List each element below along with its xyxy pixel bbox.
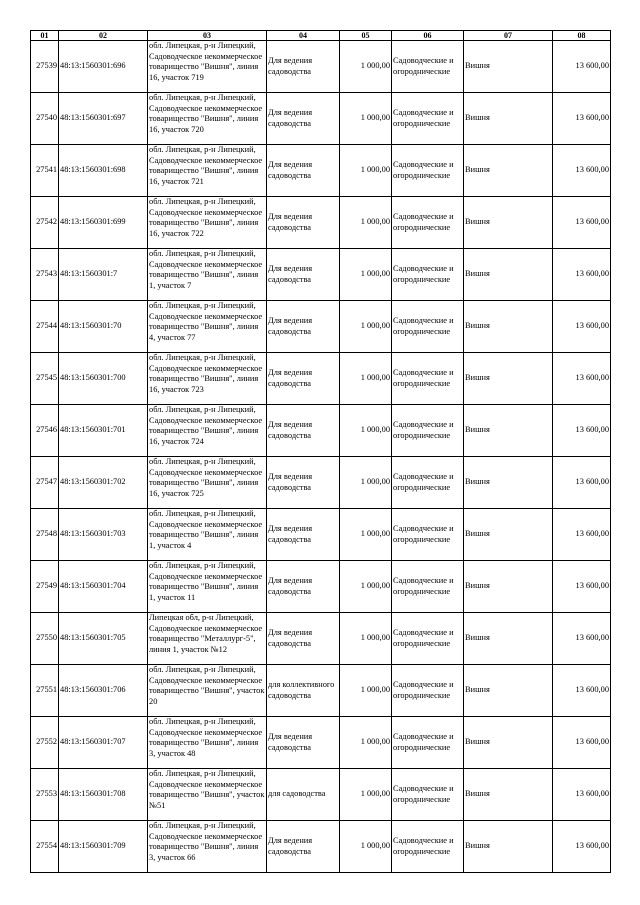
cadastral-number: 48:13:1560301:700 xyxy=(59,353,148,405)
area: 1 000,00 xyxy=(340,665,392,717)
cadastral-table xyxy=(30,30,611,873)
table-row xyxy=(31,561,611,613)
address-text: обл. Липецкая, р-н Липецкий, Садоводческое некоммерческое товарищество "Вишня", линия 16, участок 720 xyxy=(149,93,263,134)
address-text: обл. Липецкая, р-н Липецкий, Садоводческое некоммерческое товарищество "Вишня", линия 1, участок 11 xyxy=(149,561,263,602)
land-category: Садоводческие и огороднические xyxy=(392,613,464,665)
permitted-use: Для ведения садоводства xyxy=(267,613,340,665)
permitted-use: для садоводства xyxy=(267,769,340,821)
row-number: 27547 xyxy=(31,457,59,509)
permitted-use: Для ведения садоводства xyxy=(267,301,340,353)
settlement-name: Вишня xyxy=(464,145,553,197)
address xyxy=(148,613,267,665)
row-number: 27541 xyxy=(31,145,59,197)
cadastral-number: 48:13:1560301:702 xyxy=(59,457,148,509)
land-category: Садоводческие и огороднические xyxy=(392,405,464,457)
column-header: 02 xyxy=(59,31,148,41)
address xyxy=(148,301,267,353)
address-text: обл. Липецкая, р-н Липецкий, Садоводческое некоммерческое товарищество "Вишня", линия 3, участок 48 xyxy=(149,717,263,758)
table-row xyxy=(31,145,611,197)
row-number: 27542 xyxy=(31,197,59,249)
address xyxy=(148,353,267,405)
settlement-name: Вишня xyxy=(464,249,553,301)
land-category: Садоводческие и огороднические xyxy=(392,301,464,353)
land-category: Садоводческие и огороднические xyxy=(392,457,464,509)
row-number: 27544 xyxy=(31,301,59,353)
permitted-use: Для ведения садоводства xyxy=(267,145,340,197)
table-row xyxy=(31,613,611,665)
table-row xyxy=(31,353,611,405)
permitted-use: Для ведения садоводства xyxy=(267,717,340,769)
cadastral-number: 48:13:1560301:709 xyxy=(59,821,148,873)
row-number: 27552 xyxy=(31,717,59,769)
permitted-use: Для ведения садоводства xyxy=(267,353,340,405)
land-category: Садоводческие и огороднические xyxy=(392,41,464,93)
row-number: 27554 xyxy=(31,821,59,873)
row-number: 27553 xyxy=(31,769,59,821)
land-category: Садоводческие и огороднические xyxy=(392,353,464,405)
table-row xyxy=(31,769,611,821)
address xyxy=(148,561,267,613)
settlement-name: Вишня xyxy=(464,93,553,145)
area: 1 000,00 xyxy=(340,457,392,509)
table-row xyxy=(31,93,611,145)
header-row xyxy=(31,31,611,41)
area: 1 000,00 xyxy=(340,41,392,93)
cadastral-number: 48:13:1560301:706 xyxy=(59,665,148,717)
row-number: 27545 xyxy=(31,353,59,405)
address-text: обл. Липецкая, р-н Липецкий, Садоводческое некоммерческое товарищество "Вишня", линия 16, участок 724 xyxy=(149,405,263,446)
cadastral-number: 48:13:1560301:699 xyxy=(59,197,148,249)
area: 1 000,00 xyxy=(340,509,392,561)
settlement-name: Вишня xyxy=(464,405,553,457)
address-text: обл. Липецкая, р-н Липецкий, Садоводческое некоммерческое товарищество "Вишня", линия 1, участок 7 xyxy=(149,249,263,290)
land-category: Садоводческие и огороднические xyxy=(392,93,464,145)
address xyxy=(148,717,267,769)
cadastral-value: 13 600,00 xyxy=(553,821,611,873)
address-text: обл. Липецкая, р-н Липецкий, Садоводческое некоммерческое товарищество "Вишня", линия 16, участок 725 xyxy=(149,457,263,498)
address xyxy=(148,821,267,873)
row-number: 27546 xyxy=(31,405,59,457)
cadastral-value: 13 600,00 xyxy=(553,41,611,93)
area: 1 000,00 xyxy=(340,821,392,873)
table-row xyxy=(31,717,611,769)
row-number: 27548 xyxy=(31,509,59,561)
permitted-use: Для ведения садоводства xyxy=(267,561,340,613)
cadastral-value: 13 600,00 xyxy=(553,509,611,561)
address xyxy=(148,93,267,145)
column-header: 07 xyxy=(464,31,553,41)
table-row xyxy=(31,301,611,353)
row-number: 27539 xyxy=(31,41,59,93)
settlement-name: Вишня xyxy=(464,301,553,353)
column-header: 08 xyxy=(553,31,611,41)
cadastral-value: 13 600,00 xyxy=(553,353,611,405)
land-category: Садоводческие и огороднические xyxy=(392,821,464,873)
table-row xyxy=(31,457,611,509)
permitted-use: Для ведения садоводства xyxy=(267,41,340,93)
cadastral-number: 48:13:1560301:70 xyxy=(59,301,148,353)
table-row xyxy=(31,665,611,717)
area: 1 000,00 xyxy=(340,197,392,249)
permitted-use: Для ведения садоводства xyxy=(267,821,340,873)
table-row xyxy=(31,249,611,301)
area: 1 000,00 xyxy=(340,353,392,405)
settlement-name: Вишня xyxy=(464,197,553,249)
permitted-use: Для ведения садоводства xyxy=(267,93,340,145)
settlement-name: Вишня xyxy=(464,457,553,509)
cadastral-number: 48:13:1560301:707 xyxy=(59,717,148,769)
area: 1 000,00 xyxy=(340,249,392,301)
address-text: обл. Липецкая, р-н Липецкий, Садоводческое некоммерческое товарищество "Вишня", линия 16, участок 722 xyxy=(149,197,263,238)
address xyxy=(148,197,267,249)
cadastral-number: 48:13:1560301:696 xyxy=(59,41,148,93)
cadastral-value: 13 600,00 xyxy=(553,197,611,249)
cadastral-number: 48:13:1560301:698 xyxy=(59,145,148,197)
cadastral-value: 13 600,00 xyxy=(553,769,611,821)
permitted-use: Для ведения садоводства xyxy=(267,509,340,561)
settlement-name: Вишня xyxy=(464,613,553,665)
address-text: обл. Липецкая, р-н Липецкий, Садоводческое некоммерческое товарищество "Вишня", линия 16, участок 721 xyxy=(149,145,263,186)
row-number: 27549 xyxy=(31,561,59,613)
address xyxy=(148,509,267,561)
area: 1 000,00 xyxy=(340,561,392,613)
address-text: обл. Липецкая, р-н Липецкий, Садоводческое некоммерческое товарищество "Вишня", линия 16, участок 719 xyxy=(149,41,263,82)
row-number: 27551 xyxy=(31,665,59,717)
address xyxy=(148,405,267,457)
cadastral-value: 13 600,00 xyxy=(553,613,611,665)
address xyxy=(148,249,267,301)
land-category: Садоводческие и огороднические xyxy=(392,249,464,301)
land-category: Садоводческие и огороднические xyxy=(392,561,464,613)
cadastral-number: 48:13:1560301:708 xyxy=(59,769,148,821)
address xyxy=(148,145,267,197)
cadastral-number: 48:13:1560301:697 xyxy=(59,93,148,145)
cadastral-value: 13 600,00 xyxy=(553,457,611,509)
permitted-use: Для ведения садоводства xyxy=(267,197,340,249)
address xyxy=(148,457,267,509)
area: 1 000,00 xyxy=(340,717,392,769)
address xyxy=(148,769,267,821)
area: 1 000,00 xyxy=(340,405,392,457)
land-category: Садоводческие и огороднические xyxy=(392,769,464,821)
settlement-name: Вишня xyxy=(464,561,553,613)
settlement-name: Вишня xyxy=(464,769,553,821)
cadastral-value: 13 600,00 xyxy=(553,405,611,457)
land-category: Садоводческие и огороднические xyxy=(392,717,464,769)
column-header: 04 xyxy=(267,31,340,41)
address xyxy=(148,41,267,93)
table-row xyxy=(31,41,611,93)
address-text: обл. Липецкая, р-н Липецкий, Садоводческое некоммерческое товарищество "Вишня", линия 4, участок 77 xyxy=(149,301,263,342)
row-number: 27543 xyxy=(31,249,59,301)
cadastral-value: 13 600,00 xyxy=(553,717,611,769)
settlement-name: Вишня xyxy=(464,353,553,405)
cadastral-number: 48:13:1560301:705 xyxy=(59,613,148,665)
cadastral-number: 48:13:1560301:704 xyxy=(59,561,148,613)
column-header: 01 xyxy=(31,31,59,41)
settlement-name: Вишня xyxy=(464,41,553,93)
area: 1 000,00 xyxy=(340,613,392,665)
cadastral-value: 13 600,00 xyxy=(553,301,611,353)
permitted-use: для коллективного садоводства xyxy=(267,665,340,717)
area: 1 000,00 xyxy=(340,145,392,197)
settlement-name: Вишня xyxy=(464,509,553,561)
table-body xyxy=(31,41,611,873)
address-text: обл. Липецкая, р-н Липецкий, Садоводческое некоммерческое товарищество "Вишня", линия 1, участок 4 xyxy=(149,509,263,550)
land-category: Садоводческие и огороднические xyxy=(392,665,464,717)
cadastral-value: 13 600,00 xyxy=(553,93,611,145)
table-row xyxy=(31,405,611,457)
cadastral-number: 48:13:1560301:7 xyxy=(59,249,148,301)
settlement-name: Вишня xyxy=(464,821,553,873)
permitted-use: Для ведения садоводства xyxy=(267,249,340,301)
settlement-name: Вишня xyxy=(464,665,553,717)
area: 1 000,00 xyxy=(340,93,392,145)
table-row xyxy=(31,197,611,249)
permitted-use: Для ведения садоводства xyxy=(267,405,340,457)
land-category: Садоводческие и огороднические xyxy=(392,197,464,249)
column-header: 06 xyxy=(392,31,464,41)
address-text: обл. Липецкая, р-н Липецкий, Садоводческое некоммерческое товарищество "Вишня", участок 20 xyxy=(149,665,265,706)
table-row xyxy=(31,821,611,873)
row-number: 27550 xyxy=(31,613,59,665)
address-text: Липецкая обл, р-н Липецкий, Садоводческое некоммерческое товарищество "Металлург-5", линия 1, участок №12 xyxy=(149,613,263,654)
cadastral-value: 13 600,00 xyxy=(553,145,611,197)
area: 1 000,00 xyxy=(340,301,392,353)
address-text: обл. Липецкая, р-н Липецкий, Садоводческое некоммерческое товарищество "Вишня", линия 16, участок 723 xyxy=(149,353,263,394)
column-header: 05 xyxy=(340,31,392,41)
address xyxy=(148,665,267,717)
settlement-name: Вишня xyxy=(464,717,553,769)
address-text: обл. Липецкая, р-н Липецкий, Садоводческое некоммерческое товарищество "Вишня", участок №51 xyxy=(149,769,265,810)
cadastral-number: 48:13:1560301:703 xyxy=(59,509,148,561)
table-row xyxy=(31,509,611,561)
land-category: Садоводческие и огороднические xyxy=(392,145,464,197)
cadastral-value: 13 600,00 xyxy=(553,561,611,613)
column-header: 03 xyxy=(148,31,267,41)
row-number: 27540 xyxy=(31,93,59,145)
cadastral-value: 13 600,00 xyxy=(553,665,611,717)
cadastral-value: 13 600,00 xyxy=(553,249,611,301)
land-category: Садоводческие и огороднические xyxy=(392,509,464,561)
cadastral-number: 48:13:1560301:701 xyxy=(59,405,148,457)
permitted-use: Для ведения садоводства xyxy=(267,457,340,509)
address-text: обл. Липецкая, р-н Липецкий, Садоводческое некоммерческое товарищество "Вишня", линия 3, участок 66 xyxy=(149,821,263,862)
area: 1 000,00 xyxy=(340,769,392,821)
